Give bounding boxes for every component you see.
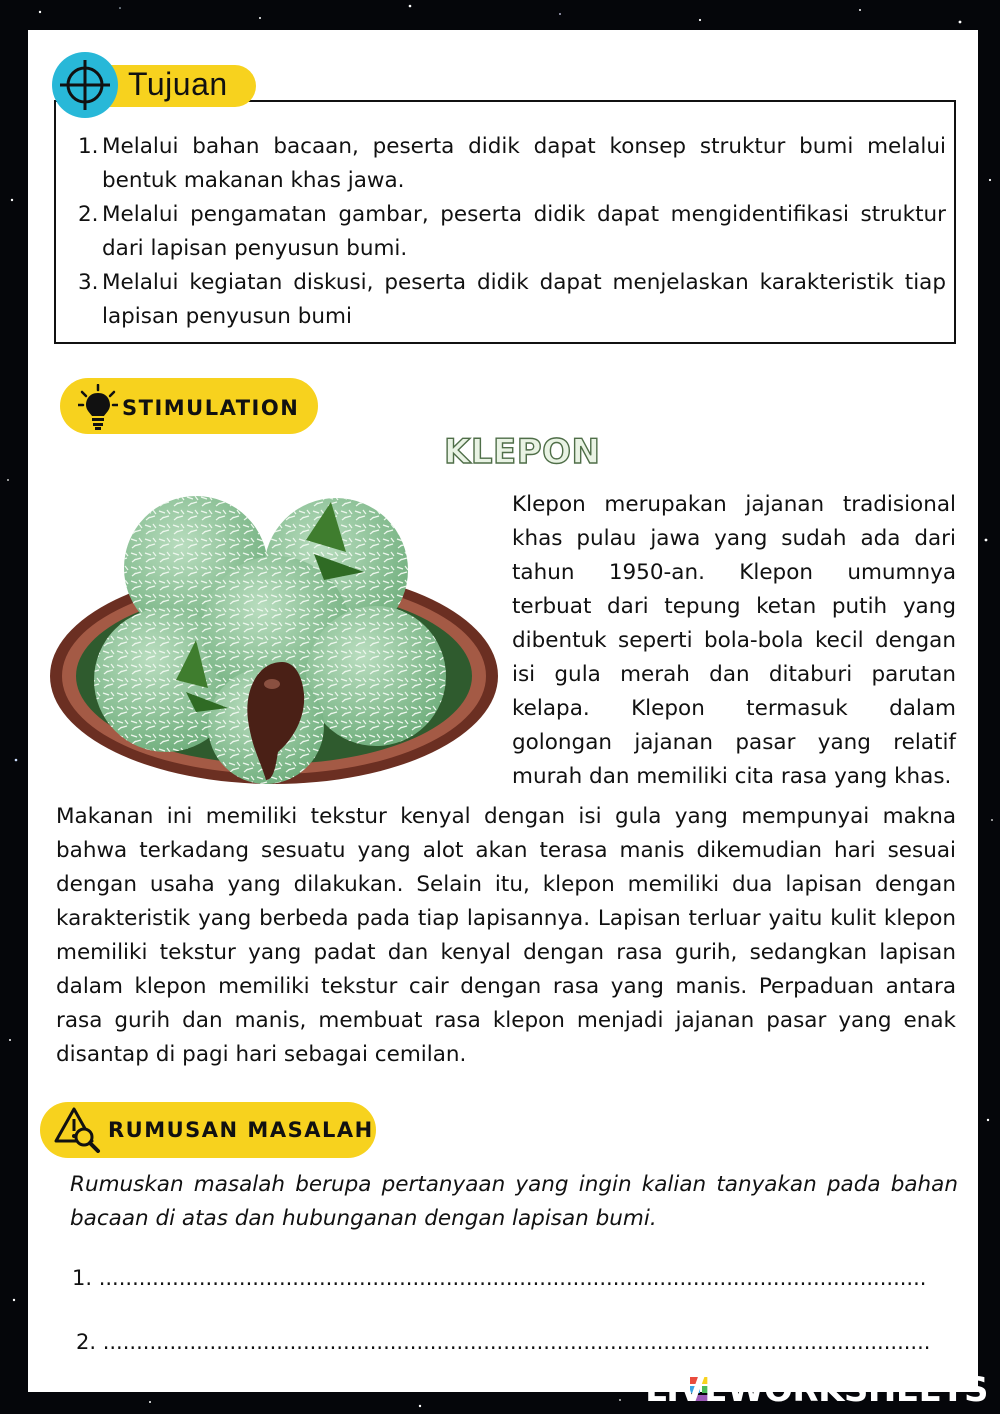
- tujuan-title: Tujuan: [128, 66, 228, 102]
- klepon-intro-paragraph: Klepon merupakan jajanan tradisional khas pulau jawa yang sudah ada dari tahun 1950-an. Klepon umumnya terbuat dari tepung ketan putih yang dibentuk seperti bola-bola kecil dengan isi gula merah dan ditaburi parutan kelapa. Klepon termasuk dalam golongan jajanan pasar yang relatif murah dan memiliki cita rasa yang khas.: [512, 492, 956, 789]
- goal-item: 2. Melalui pengamatan gambar, peserta didik dapat mengidentifikasi struktur dari lapisan penyusun bumi.: [78, 202, 946, 261]
- goals-list: [78, 130, 946, 334]
- tujuan-goals-box: [54, 100, 956, 344]
- goal-item: 3. Melalui kegiatan diskusi, peserta didik dapat menjelaskan karakteristik tiap lapisan penyusun bumi: [78, 270, 946, 329]
- worksheet-page: [28, 30, 978, 1392]
- liveworksheets-watermark[interactable]: LIVEWORKSHEETS: [645, 1370, 988, 1410]
- stimulation-label: STIMULATION: [122, 396, 300, 420]
- klepon-illustration: [46, 480, 506, 790]
- answer-line-1[interactable]: 1. ............................................................................................................................: [72, 1266, 927, 1290]
- lightbulb-icon: [78, 384, 118, 434]
- warning-magnifier-icon: [54, 1105, 102, 1157]
- target-icon: [52, 52, 118, 118]
- answer-line-2[interactable]: 2. ............................................................................................................................: [76, 1330, 931, 1354]
- klepon-title: KLEPON: [444, 432, 601, 472]
- goal-item: 1. Melalui bahan bacaan, peserta didik dapat konsep struktur bumi melalui bentuk makanan khas jawa.: [78, 134, 946, 193]
- rumusan-instruction: Rumuskan masalah berupa pertanyaan yang ingin kalian tanyakan pada bahan bacaan di atas dan hubunganan dengan lapisan bumi.: [70, 1172, 958, 1231]
- klepon-body-paragraph: Makanan ini memiliki tekstur kenyal dengan isi gula yang mempunyai makna bahwa terkadang sesuatu yang alot akan terasa manis dikemudian hari sesuai dengan usaha yang dilakukan. Selain itu, klepon memiliki dua lapisan dengan karakteristik yang berbeda pada tiap lapisannya. Lapisan terluar yaitu kulit klepon memiliki tekstur yang padat dan kenyal dengan rasa gurih, sedangkan lapisan dalam klepon memiliki tekstur cair dengan rasa yang manis. Perpaduan antara rasa gurih dan manis, membuat rasa klepon menjadi jajanan pasar yang enak disantap di pagi hari sebagai cemilan.: [56, 804, 956, 1067]
- rumusan-label: RUMUSAN MASALAH: [108, 1118, 374, 1142]
